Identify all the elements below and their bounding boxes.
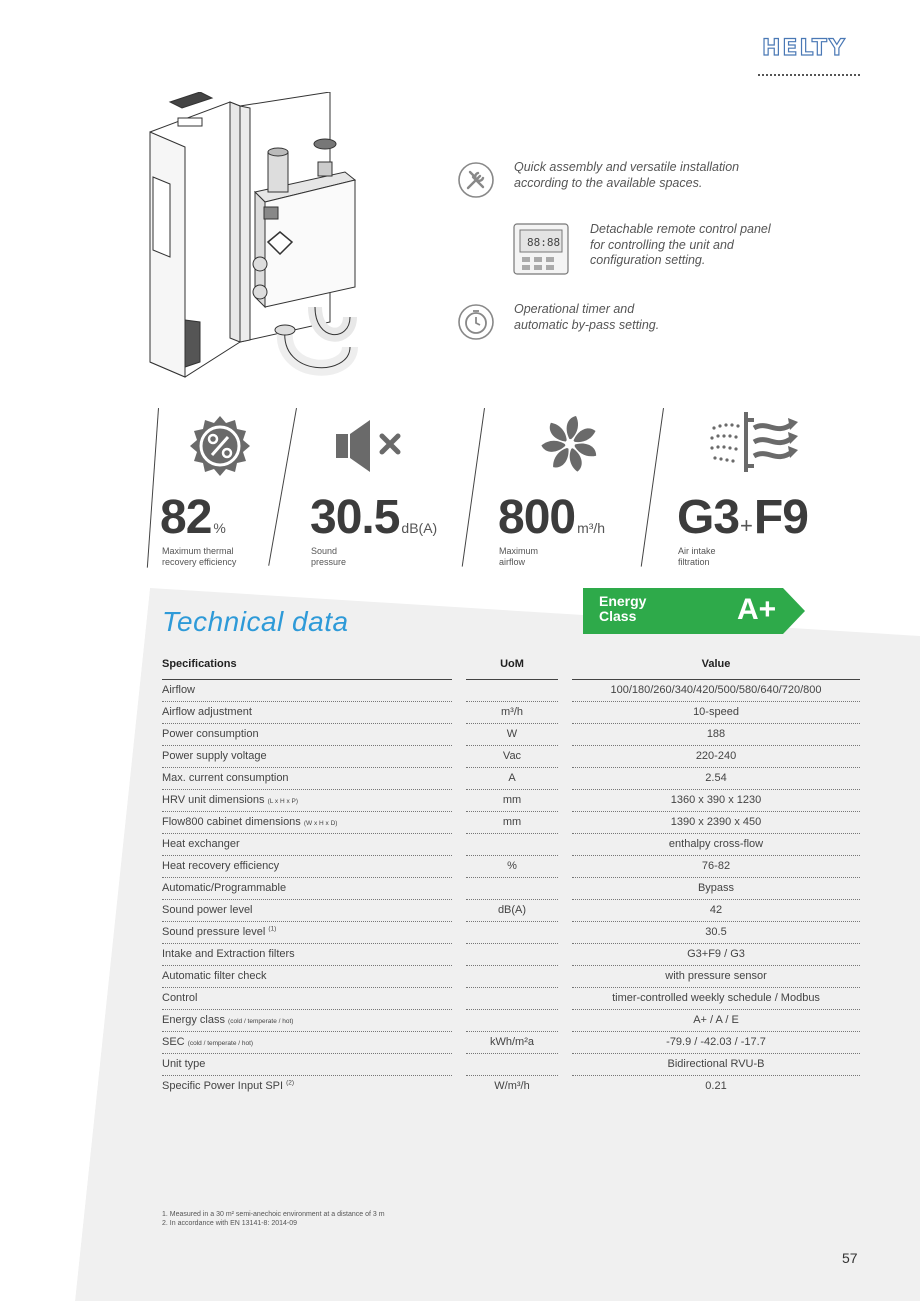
cell-value: 76-82 (701, 860, 731, 872)
cell-value: 2.54 (705, 772, 727, 784)
helty-logo: HELTY (762, 36, 847, 61)
table-header (162, 652, 860, 680)
feature-timer (456, 302, 659, 342)
cell-value: 30.5 (705, 926, 727, 938)
wrench-screwdriver-icon (456, 160, 496, 200)
table-row (162, 878, 860, 900)
cell-spec: Sound pressure level $^{(1)}$ (162, 925, 277, 938)
cell-value: -79.9 / -42.03 / -17.7 (666, 1036, 766, 1048)
stat-unit: m³/h (577, 520, 606, 536)
table-row (162, 900, 860, 922)
table-row (162, 1010, 860, 1032)
table-row (162, 746, 860, 768)
table-row (162, 856, 860, 878)
timer-icon (456, 302, 496, 342)
header-uom: UoM (500, 658, 524, 670)
table-row (162, 724, 860, 746)
cell-spec: Control (162, 992, 198, 1004)
cell-value: Bidirectional RVU-B (667, 1058, 765, 1070)
stat-label-efficiency: Maximum thermal recovery efficiency (162, 546, 237, 567)
cell-spec: Heat exchanger (162, 838, 240, 850)
cell-uom: m³/h (501, 706, 523, 718)
cell-spec: Max. current consumption (162, 772, 289, 784)
table-row (162, 790, 860, 812)
table-row (162, 702, 860, 724)
cell-spec: HRV unit dimensions (L x H x P) (162, 794, 299, 806)
cell-spec: Power consumption (162, 728, 259, 740)
energy-class-label: Energy Class (599, 593, 647, 624)
table-row (162, 922, 860, 944)
cell-spec: Specific Power Input SPI $^{(2)}$ (162, 1079, 295, 1092)
cell-spec-note: (cold / temperate / hot) (228, 1018, 294, 1025)
stat-label-airflow: Maximum airflow (499, 546, 539, 567)
feature-text: Quick assembly and versatile installation according to the available spaces. (514, 160, 740, 190)
cell-spec: Unit type (162, 1058, 206, 1070)
stat-unit: % (213, 520, 226, 536)
table-row (162, 1032, 860, 1054)
header-specifications: Specifications (162, 658, 237, 670)
footnote: 1. Measured in a 30 m² semi-anechoic environment at a distance of 3 m (162, 1211, 385, 1218)
table-row (162, 966, 860, 988)
cell-uom: Vac (502, 750, 522, 762)
cell-spec-note: (W x H x D) (303, 820, 338, 827)
table-row (162, 768, 860, 790)
cell-value: 100/180/260/340/420/500/580/640/720/800 (610, 684, 822, 696)
cell-spec: Flow800 cabinet dimensions (W x H x D) (162, 816, 338, 828)
cell-value: enthalpy cross-flow (668, 838, 764, 850)
cell-value: 0.21 (705, 1080, 727, 1092)
cell-uom: dB(A) (497, 904, 527, 916)
cell-spec: Automatic filter check (162, 970, 267, 982)
cell-value: 188 (706, 728, 726, 740)
speaker-mute-icon (332, 418, 412, 474)
header-value: Value (701, 658, 731, 670)
table-row (162, 944, 860, 966)
table-row (162, 1054, 860, 1076)
cell-value: 1360 x 390 x 1230 (670, 794, 762, 806)
technical-data-title: Technical data (162, 606, 349, 637)
cell-uom: A (508, 772, 516, 784)
footnote-ref: (1) (268, 925, 277, 933)
footnotes (162, 1210, 385, 1228)
cell-spec: Sound power level (162, 904, 253, 916)
cell-spec: Automatic/Programmable (162, 882, 287, 894)
stat-value-sound: 30.5 dB(A) (310, 491, 438, 544)
feature-text: Operational timer and automatic by-pass setting. (514, 302, 660, 332)
table-row (162, 812, 860, 834)
feature-text: Detachable remote control panel for controlling the unit and configuration setting. (590, 222, 771, 267)
cell-value: with pressure sensor (665, 970, 767, 982)
cell-uom: mm (502, 794, 522, 806)
feature-remote-control (512, 222, 771, 276)
remote-control-icon (512, 222, 570, 276)
specifications-table (162, 652, 860, 1098)
cell-uom: mm (502, 816, 522, 828)
cell-spec: Airflow (162, 684, 196, 696)
cell-uom: % (507, 860, 517, 872)
stat-label-filtration: Air intake filtration (678, 546, 716, 567)
footnote: 2. In accordance with EN 13141-8: 2014-09 (162, 1220, 298, 1227)
cell-value: A+ / A / E (693, 1014, 739, 1026)
cell-value: G3+F9 / G3 (687, 948, 745, 960)
table-row (162, 988, 860, 1010)
cell-value: 220-240 (695, 750, 737, 762)
cell-spec-note: (cold / temperate / hot) (187, 1040, 254, 1047)
cell-spec-note: (L x H x P) (267, 798, 299, 805)
cell-uom: W (506, 728, 518, 740)
table-row (162, 1076, 860, 1098)
hrv-cabinet-illustration (140, 92, 370, 382)
fan-icon (539, 413, 601, 475)
stat-unit: dB(A) (401, 520, 438, 536)
cell-spec: SEC (cold / temperate / hot) (162, 1036, 254, 1048)
table-row (162, 834, 860, 856)
cell-value: 10-speed (693, 706, 739, 718)
stat-value-airflow: 800 m³/h (498, 491, 606, 544)
cell-spec: Intake and Extraction filters (162, 948, 295, 960)
stat-label-sound: Sound pressure (311, 546, 347, 567)
air-filter-icon (706, 406, 798, 478)
logo-divider (758, 74, 860, 76)
svg-text:88:88: 88:88 (527, 236, 561, 249)
table-row (162, 680, 860, 702)
stat-value-filtration: G3+F9 (677, 491, 808, 544)
cell-uom: W/m³/h (494, 1080, 530, 1092)
footnote-ref: (2) (286, 1079, 295, 1087)
cell-spec: Airflow adjustment (162, 706, 252, 718)
cell-value: 1390 x 2390 x 450 (670, 816, 762, 828)
cell-value: Bypass (697, 882, 735, 894)
energy-class-value: A+ (737, 593, 777, 626)
table-body (162, 680, 860, 1098)
stat-value-efficiency: 82 % (160, 491, 226, 544)
stat-plus: + (740, 513, 753, 538)
page-number: 57 (842, 1250, 858, 1266)
cell-spec: Heat recovery efficiency (162, 860, 280, 872)
percent-badge-icon (188, 414, 252, 478)
cell-value: timer-controlled weekly schedule / Modbus (612, 992, 820, 1004)
cell-uom: kWh/m²a (490, 1036, 534, 1048)
cell-spec: Energy class (cold / temperate / hot) (162, 1014, 294, 1026)
cell-value: 42 (709, 904, 723, 916)
cell-spec: Power supply voltage (162, 750, 267, 762)
feature-assembly (456, 160, 739, 200)
